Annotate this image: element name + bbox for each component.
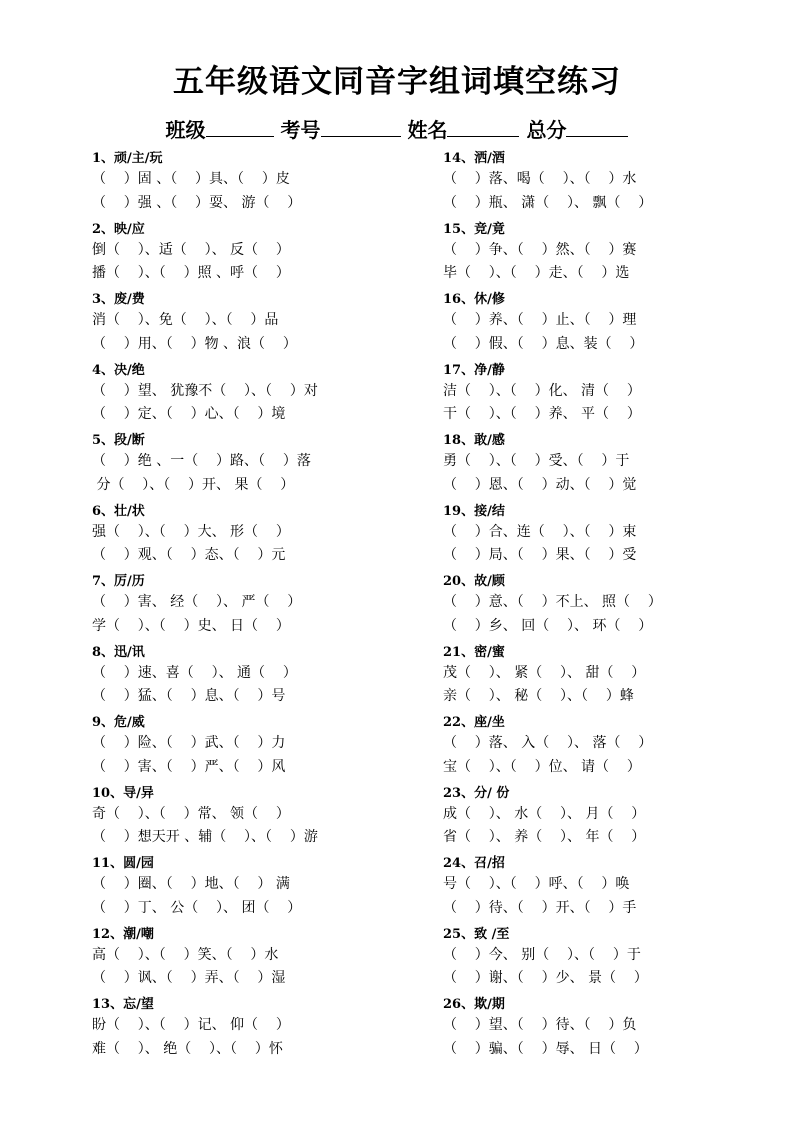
exercise-line: 成（ ）、 水（ ）、 月（ ） — [443, 805, 646, 822]
exercise-title: 1、顽/主/玩 — [92, 151, 163, 166]
exercise-line: （ ）猛、（ ）息、（ ）号 — [92, 688, 286, 704]
exercise-line: 学（ ）、（ ）史、 日（ ） — [92, 617, 290, 634]
exercise-line: （ ）望、 犹豫不（ ）、（ ）对 — [92, 382, 318, 399]
exercise-title: 25、致 /至 — [443, 926, 510, 942]
exercise-line: 分（ ）、（ ）开、 果（ ） — [92, 476, 295, 493]
exercise-line: （ ）谢、（ ）少、 景（ ） — [443, 970, 648, 986]
exercise-title: 18、敢/感 — [443, 433, 505, 448]
exercise-line: （ ）望、（ ）待、（ ）负 — [443, 1017, 637, 1033]
exercise-line: （ ）定、（ ）心、（ ）境 — [92, 406, 286, 422]
exercise-item — [443, 432, 773, 503]
name-blank[interactable] — [447, 116, 519, 137]
exercise-item — [443, 503, 773, 574]
exercise-title: 13、忘/望 — [92, 997, 154, 1012]
exercise-line: 高（ ）、（ ）笑、（ ）水 — [92, 946, 279, 963]
exercise-line: 奇（ ）、（ ）常、 领（ ） — [92, 805, 290, 822]
class-blank[interactable] — [206, 116, 274, 137]
exercise-line: （ ）丁、 公（ ）、 团（ ） — [92, 899, 302, 916]
exercise-title: 2、映/应 — [92, 221, 145, 237]
exercise-line: （ ）落、 入（ ）、 落（ ） — [443, 735, 653, 751]
exercise-title: 15、竞/竟 — [443, 221, 505, 237]
exam-no-blank[interactable] — [321, 116, 401, 137]
exercise-line: （ ）养、（ ）止、（ ）理 — [443, 312, 637, 328]
exercise-line: （ ）瓶、 潇（ ）、 飘（ ） — [443, 194, 653, 211]
exercise-item — [443, 926, 773, 997]
exercise-line: 播（ ）、（ ）照 、呼（ ） — [92, 265, 290, 281]
exercise-item — [443, 644, 773, 715]
exercise-item — [92, 785, 422, 856]
exercise-line: （ ）假、（ ）息、装（ ） — [443, 335, 644, 352]
exercise-title: 8、迅/讯 — [92, 644, 145, 660]
exercise-line: （ ）今、 别（ ）、（ ）于 — [443, 946, 641, 963]
exercise-item — [443, 362, 773, 433]
exercise-title: 4、决/绝 — [92, 362, 145, 378]
exercise-item — [443, 221, 773, 292]
exercise-item — [92, 714, 422, 785]
exercise-title: 12、潮/嘲 — [92, 926, 154, 942]
exercise-line: （ ）险、（ ）武、（ ）力 — [92, 735, 286, 751]
right-column — [443, 150, 773, 1067]
exercise-line: （ ）骗、（ ）辱、 日（ ） — [443, 1040, 648, 1057]
exercise-line: （ ）争、（ ）然、（ ）赛 — [443, 241, 637, 258]
left-column — [92, 150, 422, 1067]
exercise-line: （ ）绝 、一（ ）路、（ ）落 — [92, 453, 311, 469]
exercise-line: 宝（ ）、（ ）位、 请（ ） — [443, 758, 641, 775]
exercise-title: 24、召/招 — [443, 856, 505, 871]
exercise-line: （ ）速、喜（ ）、 通（ ） — [92, 664, 297, 681]
exercise-line: （ ）想天开 、辅（ ）、（ ）游 — [92, 829, 318, 845]
exercise-line: 强（ ）、（ ）大、 形（ ） — [92, 523, 290, 540]
exercise-line: （ ）固 、（ ）具、（ ）皮 — [92, 171, 290, 187]
exercise-title: 22、座/坐 — [443, 715, 505, 730]
exercise-line: 毕（ ）、（ ）走、（ ）选 — [443, 265, 630, 281]
exercise-title: 17、净/静 — [443, 362, 505, 378]
exercise-title: 3、废/费 — [92, 292, 145, 307]
exercise-line: 难（ ）、 绝（ ）、（ ）怀 — [92, 1040, 283, 1057]
exercise-title: 14、洒/酒 — [443, 151, 505, 166]
exercise-item — [443, 291, 773, 362]
class-label: 班级 — [165, 118, 206, 142]
exercise-line: 号（ ）、（ ）呼、（ ）唤 — [443, 876, 630, 892]
exercise-line: （ ）观、（ ）态、（ ）元 — [92, 547, 286, 563]
score-blank[interactable] — [566, 116, 628, 137]
exercise-item — [443, 150, 773, 221]
exercise-title: 16、休/修 — [443, 292, 505, 307]
exercise-item — [443, 996, 773, 1067]
exercise-title: 19、接/结 — [443, 503, 505, 519]
exercise-line: 干（ ）、（ ）养、 平（ ） — [443, 406, 641, 422]
exercise-line: （ ）害、（ ）严、（ ）风 — [92, 758, 286, 775]
exercise-title: 20、故/顾 — [443, 574, 505, 589]
exercise-item — [443, 573, 773, 644]
exercise-line: （ ）恩、（ ）动、（ ）觉 — [443, 476, 637, 493]
exercise-item — [92, 150, 422, 221]
exam-no-label: 考号 — [280, 118, 321, 142]
worksheet-title: 五年级语文同音字组词填空练习 — [173, 64, 621, 100]
exercise-item — [92, 291, 422, 362]
exercise-title: 5、段/断 — [92, 433, 145, 448]
exercise-item — [92, 221, 422, 292]
exercise-line: 洁（ ）、（ ）化、 清（ ） — [443, 382, 641, 399]
exercise-title: 6、壮/状 — [92, 503, 145, 519]
exercise-line: （ ）圈、（ ）地、（ ） 满 — [92, 876, 290, 892]
exercise-line: （ ）意、（ ）不上、 照（ ） — [443, 594, 662, 610]
exercise-line: （ ）合、连（ ）、（ ）束 — [443, 523, 637, 540]
exercise-item — [92, 503, 422, 574]
exercise-line: （ ）乡、 回（ ）、 环（ ） — [443, 617, 653, 634]
score-label: 总分 — [526, 118, 567, 142]
exercise-title: 21、密/蜜 — [443, 644, 505, 660]
exercise-item — [443, 785, 773, 856]
exercise-line: （ ）害、 经（ ）、 严（ ） — [92, 594, 302, 610]
exercise-line: （ ）强 、（ ）耍、 游（ ） — [92, 194, 302, 211]
exercise-title: 7、厉/历 — [92, 574, 145, 589]
exercise-item — [92, 996, 422, 1067]
exercise-title: 11、圆/园 — [92, 856, 154, 871]
exercise-item — [92, 644, 422, 715]
exercise-line: 倒（ ）、适（ ）、 反（ ） — [92, 241, 290, 258]
name-label: 姓名 — [407, 118, 448, 142]
exercise-item — [92, 432, 422, 503]
exercise-line: （ ）讽、（ ）弄、（ ）湿 — [92, 970, 286, 986]
exercise-line: （ ）用、（ ）物 、浪（ ） — [92, 335, 297, 352]
exercise-line: 省（ ）、 养（ ）、 年（ ） — [443, 829, 646, 845]
exercise-line: （ ）落、喝（ ）、（ ）水 — [443, 171, 637, 187]
exercise-title: 23、分/ 份 — [443, 785, 510, 801]
exercise-item — [443, 855, 773, 926]
exercise-line: （ ）待、（ ）开、（ ）手 — [443, 899, 637, 916]
exercise-item — [92, 362, 422, 433]
exercise-title: 26、欺/期 — [443, 997, 505, 1012]
student-info-line — [0, 116, 794, 143]
exercise-title: 9、危/威 — [92, 715, 145, 730]
exercise-line: 茂（ ）、 紧（ ）、 甜（ ） — [443, 664, 646, 681]
exercise-line: （ ）局、（ ）果、（ ）受 — [443, 547, 637, 563]
exercise-line: 亲（ ）、 秘（ ）、（ ）蜂 — [443, 688, 634, 704]
exercise-title: 10、导/异 — [92, 785, 154, 801]
exercise-line: 勇（ ）、（ ）受、（ ）于 — [443, 453, 630, 469]
exercise-item — [92, 926, 422, 997]
exercise-item — [92, 573, 422, 644]
exercise-line: 盼（ ）、（ ）记、 仰（ ） — [92, 1017, 290, 1033]
exercise-line: 消（ ）、免（ ）、（ ）品 — [92, 312, 279, 328]
exercise-item — [443, 714, 773, 785]
exercise-item — [92, 855, 422, 926]
